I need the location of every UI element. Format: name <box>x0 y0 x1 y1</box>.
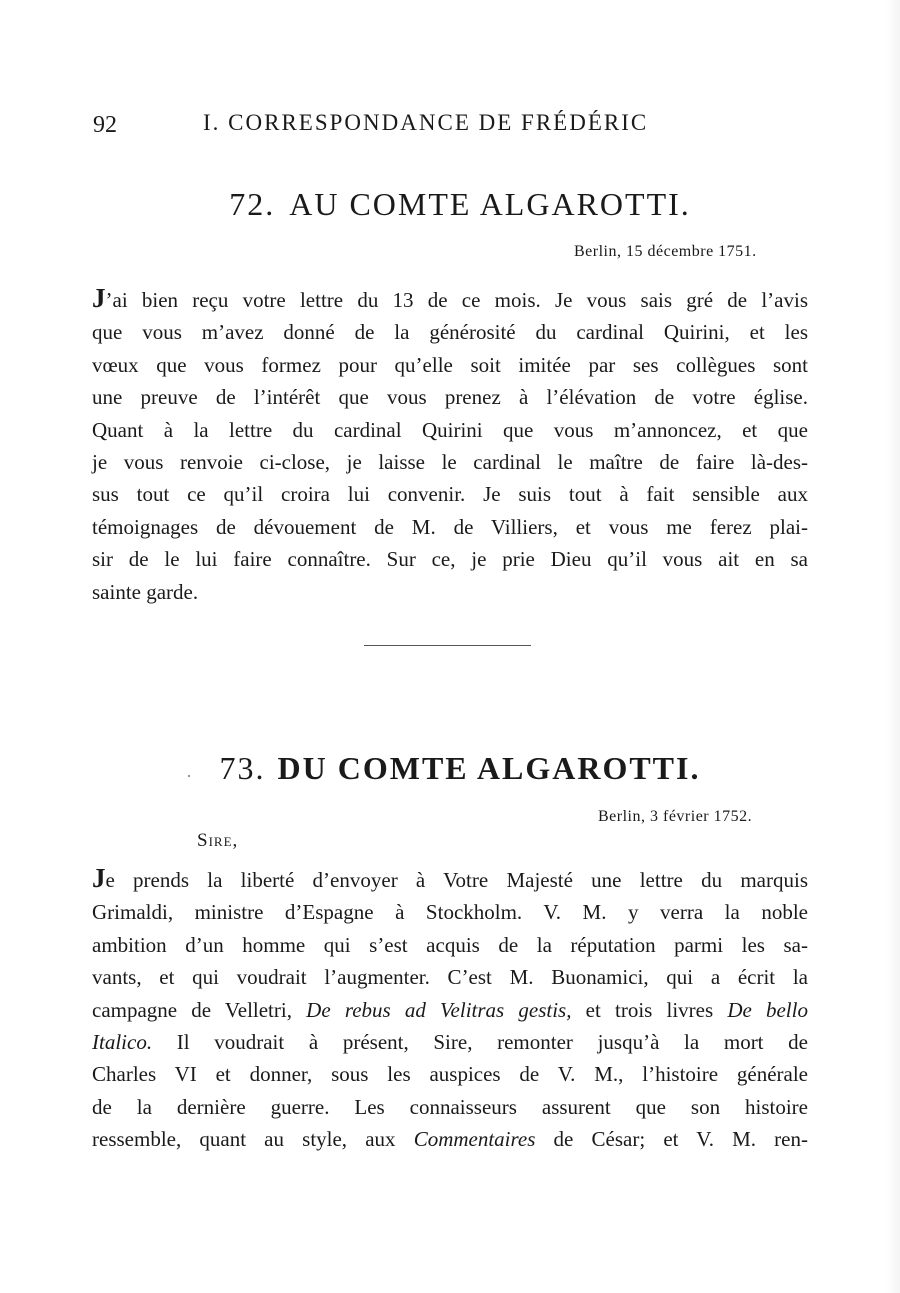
body-line: Grimaldi, ministre d’Espagne à Stockholm. V. M. y verra la noble <box>92 900 808 925</box>
body-line <box>92 862 808 896</box>
letter-72-title: AU COMTE ALGAROTTI. <box>289 186 691 222</box>
letter-73-body <box>92 862 808 1156</box>
letter-73-number: 73. <box>219 750 266 786</box>
letter-73-dateline: Berlin, 3 février 1752. <box>598 808 753 825</box>
letter-72-heading <box>0 186 900 223</box>
body-line: ambition d’un homme qui s’est acquis de la réputation parmi les sa- <box>92 932 808 957</box>
page-number: 92 <box>93 112 117 138</box>
body-line: vœux que vous formez pour qu’elle soit imitée par ses collègues sont <box>92 352 808 377</box>
body-line: sir de le lui faire connaître. Sur ce, je prie Dieu qu’il vous ait en sa <box>92 547 808 572</box>
line-text: de César; et V. M. ren- <box>535 1127 808 1152</box>
body-line: Charles VI et donner, sous les auspices de V. M., l’histoire générale <box>92 1062 808 1087</box>
letter-73-title: DU COMTE ALGAROTTI. <box>277 750 701 786</box>
section-divider <box>364 645 531 646</box>
line-text: Il voudrait à présent, Sire, remonter jusqu’à la mort de <box>152 1030 808 1055</box>
body-line: je vous renvoie ci-close, je laisse le cardinal le maître de faire là-des- <box>92 450 808 475</box>
body-line: sainte garde. <box>92 579 199 604</box>
body-line <box>92 282 808 316</box>
body-line: que vous m’avez donné de la générosité du cardinal Quirini, et les <box>92 320 808 345</box>
line-text: et trois livres <box>571 997 728 1022</box>
letter-73-salutation: Sire, <box>197 830 239 851</box>
body-line: vants, et qui voudrait l’augmenter. C’est M. Buonamici, qui a écrit la <box>92 965 808 990</box>
letter-72-body <box>92 282 808 608</box>
letter-72-dateline: Berlin, 15 décembre 1751. <box>574 243 757 260</box>
drop-cap: J <box>92 863 106 893</box>
italic-title: Italico. <box>92 1030 153 1055</box>
line-text: ressemble, quant au style, aux <box>92 1127 414 1152</box>
italic-title: De bello <box>727 997 808 1022</box>
body-line: de la dernière guerre. Les connaisseurs assurent que son histoire <box>92 1094 808 1119</box>
running-title: I. CORRESPONDANCE DE FRÉDÉRIC <box>203 110 649 135</box>
body-line: une preuve de l’intérêt que vous prenez à l’élévation de votre église. <box>92 385 808 410</box>
running-header <box>93 108 713 142</box>
letter-73-heading <box>0 750 900 787</box>
line-text: ’ai bien reçu votre lettre du 13 de ce mois. Je vous sais gré de l’avis <box>105 288 808 312</box>
line-text: campagne de Velletri, <box>92 997 307 1022</box>
body-line <box>92 994 808 1026</box>
body-line: sus tout ce qu’il croira lui convenir. Je suis tout à fait sensible aux <box>92 482 808 507</box>
body-line <box>92 1123 808 1155</box>
italic-title: De rebus ad Velitras gestis, <box>306 997 572 1022</box>
drop-cap: J <box>92 283 106 313</box>
letter-72-number: 72. <box>229 186 276 222</box>
body-line: Quant à la lettre du cardinal Quirini que vous m’annoncez, et que <box>92 417 808 442</box>
body-line: témoignages de dévouement de M. de Villiers, et vous me ferez plai- <box>92 514 808 539</box>
body-line <box>92 1026 808 1058</box>
line-text: e prends la liberté d’envoyer à Votre Majesté une lettre du marquis <box>105 868 808 892</box>
italic-title: Commentaires <box>413 1127 536 1152</box>
